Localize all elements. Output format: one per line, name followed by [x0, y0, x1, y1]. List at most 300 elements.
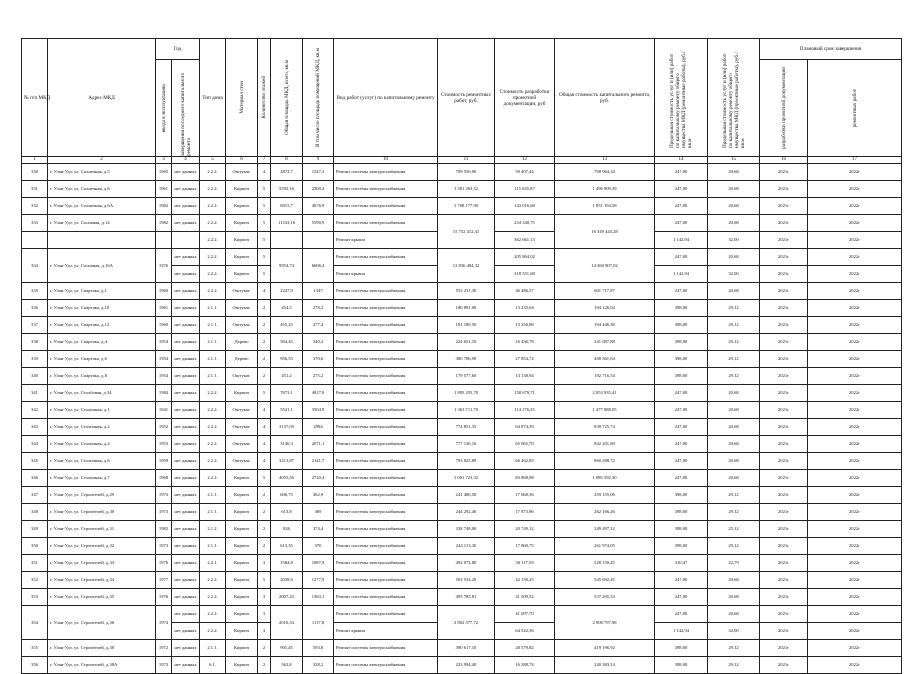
floors-cell: 4	[258, 283, 271, 300]
work-type-cell: Ремонт системы электроснабжения	[334, 453, 438, 470]
cost-design-cell: 66 462,83	[495, 453, 555, 470]
header-cost-work: Стоимость ремонтных работ, руб.	[438, 39, 495, 157]
area-living-cell: 278,2	[303, 300, 334, 317]
row-number: 341	[22, 385, 48, 402]
table-row	[22, 589, 902, 606]
col-number: 10	[334, 157, 438, 164]
house-type-cell: 2.1.1.	[200, 368, 226, 385]
area-total-cell: 3146,3	[271, 436, 303, 453]
term-design-cell: 2021г	[760, 198, 808, 215]
table-row	[22, 640, 902, 657]
year-built-cell: 1973	[156, 657, 172, 674]
row-number: 332	[22, 198, 48, 215]
floors-cell: 2	[258, 504, 271, 521]
wall-material-cell: Кирпич	[226, 232, 258, 249]
cost-total-cell: 1 496 909,39	[555, 181, 655, 198]
term-work-cell: 2022г	[808, 215, 902, 232]
term-work-cell: 2022г	[808, 266, 902, 283]
term-design-cell: 2021г	[760, 453, 808, 470]
limit-design-cell: 20,68	[708, 419, 760, 436]
area-total-cell: 2038,6	[271, 572, 303, 589]
table-row	[22, 351, 902, 368]
year-repair-cell: нет данных	[172, 640, 200, 657]
year-built-cell: 1941	[156, 402, 172, 419]
cost-total-cell: 601 717,87	[555, 283, 655, 300]
cost-design-cell: 41 697,70	[495, 606, 555, 623]
year-repair-cell: нет данных	[172, 436, 200, 453]
wall-material-cell: Оштукат.	[226, 368, 258, 385]
floors-cell: 3	[258, 623, 271, 640]
work-type-cell: Ремонт системы электроснабжения	[334, 402, 438, 419]
header-year-repair: завершения последнего капитального ремонта	[172, 60, 200, 157]
floors-cell: 5	[258, 181, 271, 198]
area-living-cell	[303, 232, 334, 249]
year-repair-cell: нет данных	[172, 334, 200, 351]
limit-work-cell: 398,00	[655, 351, 708, 368]
table-row	[22, 283, 902, 300]
term-design-cell: 2021г	[760, 249, 808, 266]
year-built-cell: 1968	[156, 470, 172, 487]
house-type-cell: 2.1.2.	[200, 521, 226, 538]
table-row	[22, 453, 902, 470]
cost-total-cell: 537 295,33	[555, 589, 655, 606]
table-row	[22, 419, 902, 436]
cost-design-cell: 36 117,59	[495, 555, 555, 572]
limit-design-cell: 25,12	[708, 521, 760, 538]
floors-cell: 5	[258, 215, 271, 232]
wall-material-cell: Оштукат.	[226, 300, 258, 317]
wall-material-cell: Кирпич	[226, 249, 258, 266]
year-built-cell: 1973	[156, 504, 172, 521]
house-type-cell: 2.2.2.	[200, 249, 226, 266]
year-built-cell: 1974	[156, 606, 172, 640]
area-living-cell: 370	[303, 538, 334, 555]
year-repair-cell: нет данных	[172, 538, 200, 555]
area-living-cell: 1277,9	[303, 572, 334, 589]
house-type-cell: 2.2.2.	[200, 283, 226, 300]
col-number: 14	[655, 157, 708, 164]
year-built-cell: 1959	[156, 453, 172, 470]
term-work-cell: 2022г	[808, 623, 902, 640]
wall-material-cell: Оштукат.	[226, 164, 258, 181]
house-type-cell: 2.2.2.	[200, 215, 226, 232]
address-cell: г. Улан-Удэ, ул. Столбовая, д.34	[48, 385, 156, 402]
house-type-cell: 2.2.2.	[200, 164, 226, 181]
cost-work-cell: 774 851,35	[438, 419, 495, 436]
floors-cell: 4	[258, 436, 271, 453]
cost-total-cell: 194 446,38	[555, 317, 655, 334]
address-cell: г. Улан-Удэ, ул. Строителей, д.35	[48, 589, 156, 606]
address-cell: г. Улан-Удэ, ул. Строителей, д.38	[48, 640, 156, 657]
cost-total-cell: 545 692,45	[555, 572, 655, 589]
cost-design-cell: 17 860,75	[495, 538, 555, 555]
area-living-cell: 275,2	[303, 368, 334, 385]
limit-design-cell: 32,00	[708, 232, 760, 249]
cost-design-cell: 20 749,12	[495, 521, 555, 538]
cost-design-cell: 46 486,57	[495, 283, 555, 300]
year-built-cell: 1982	[156, 198, 172, 215]
area-living-cell: 1363,1	[303, 589, 334, 606]
address-cell: г. Улан-Удэ, ул. Столичная, д.2	[48, 419, 156, 436]
floors-cell: 3	[258, 606, 271, 623]
cost-design-cell: 42 158,25	[495, 572, 555, 589]
work-type-cell: Ремонт системы электроснабжения	[334, 521, 438, 538]
term-design-cell: 2021г	[760, 368, 808, 385]
col-number: 6	[226, 157, 258, 164]
area-living-cell: 2994	[303, 419, 334, 436]
wall-material-cell: Кирпич	[226, 538, 258, 555]
wall-material-cell: Дерево	[226, 334, 258, 351]
col-number: 2	[48, 157, 156, 164]
floors-cell: 4	[258, 164, 271, 181]
work-type-cell: Ремонт системы электроснабжения	[334, 640, 438, 657]
term-work-cell: 2022г	[808, 283, 902, 300]
area-total-cell: 2247,9	[271, 283, 303, 300]
header-cost-design: Стоимость разработки проектной документации, руб	[495, 39, 555, 157]
cost-design-cell: 158 679,71	[495, 385, 555, 402]
area-total-cell: 6915,7	[271, 198, 303, 215]
limit-design-cell: 20,68	[708, 436, 760, 453]
floors-cell: 5	[258, 385, 271, 402]
term-design-cell: 2021г	[760, 589, 808, 606]
cost-design-cell: 83 868,98	[495, 470, 555, 487]
house-type-cell: 2.1.1.	[200, 334, 226, 351]
area-total-cell: 2872,7	[271, 164, 303, 181]
area-living-cell: 6606,4	[303, 249, 334, 283]
limit-design-cell: 29,12	[708, 334, 760, 351]
term-work-cell: 2022г	[808, 657, 902, 674]
work-type-cell: Ремонт крыши	[334, 232, 438, 249]
area-living-cell: 2720,4	[303, 470, 334, 487]
area-living-cell: 2300,4	[303, 181, 334, 198]
row-number: 337	[22, 317, 48, 334]
wall-material-cell: Кирпич	[226, 589, 258, 606]
table-row	[22, 606, 902, 623]
limit-work-cell: 398,00	[655, 487, 708, 504]
limit-design-cell: 29,12	[708, 317, 760, 334]
work-type-cell: Ремонт системы электроснабжения	[334, 538, 438, 555]
table-row	[22, 300, 902, 317]
cost-design-cell: 13 256,88	[495, 317, 555, 334]
house-type-cell: 2.2.2.	[200, 572, 226, 589]
limit-design-cell: 20,68	[708, 402, 760, 419]
house-type-cell: 2.2.2.	[200, 181, 226, 198]
floors-cell: 2	[258, 538, 271, 555]
area-total-cell: 4055,56	[271, 470, 303, 487]
cost-work-cell: 224 651,10	[438, 334, 495, 351]
limit-design-cell: 20,68	[708, 181, 760, 198]
work-type-cell: Ремонт системы электроснабжения	[334, 164, 438, 181]
limit-work-cell: 247,00	[655, 606, 708, 623]
floors-cell: 4	[258, 453, 271, 470]
table-row	[22, 402, 902, 419]
cost-work-cell: 179 577,60	[438, 368, 495, 385]
table-body	[22, 164, 902, 674]
row-number: 354	[22, 606, 48, 640]
floors-cell: 4	[258, 419, 271, 436]
row-number: 342	[22, 402, 48, 419]
cost-work-cell: 390 617,10	[438, 640, 495, 657]
year-repair-cell: нет данных	[172, 453, 200, 470]
limit-design-cell: 20,68	[708, 572, 760, 589]
year-repair-cell: нет данных	[172, 572, 200, 589]
year-repair-cell: нет данных	[172, 317, 200, 334]
cost-work-cell: 555 231,30	[438, 283, 495, 300]
year-repair-cell: нет данных	[172, 555, 200, 572]
limit-design-cell: 20,68	[708, 198, 760, 215]
term-design-cell: 2021г	[760, 351, 808, 368]
area-living-cell: 1117,8	[303, 606, 334, 640]
term-work-cell: 2022г	[808, 402, 902, 419]
house-type-cell: 2.1.1.	[200, 300, 226, 317]
year-built-cell: 1977	[156, 572, 172, 589]
area-total-cell: 1584,8	[271, 555, 303, 572]
address-cell	[48, 232, 156, 249]
limit-design-cell: 29,12	[708, 504, 760, 521]
year-repair-cell: нет данных	[172, 385, 200, 402]
row-number: 340	[22, 368, 48, 385]
floors-cell: 5	[258, 470, 271, 487]
house-type-cell: 2.2.1.	[200, 555, 226, 572]
year-built-cell: 1976	[156, 249, 172, 283]
wall-material-cell: Оштукат.	[226, 402, 258, 419]
limit-design-cell: 29,12	[708, 538, 760, 555]
wall-material-cell: Оштукат.	[226, 436, 258, 453]
cost-work-cell: 380 706,90	[438, 351, 495, 368]
house-type-cell: 2.2.2.	[200, 402, 226, 419]
year-repair-cell: нет данных	[172, 623, 200, 640]
cost-work-cell: 492 072,80	[438, 555, 495, 572]
term-work-cell: 2022г	[808, 453, 902, 470]
work-type-cell: Ремонт системы электроснабжения	[334, 470, 438, 487]
header-area-total: Общая площадь МКД, всего, кв.м	[271, 39, 303, 157]
term-design-cell: 2021г	[760, 334, 808, 351]
header-term-group: Плановый срок завершения	[760, 39, 902, 60]
table-row	[22, 164, 902, 181]
term-work-cell: 2022г	[808, 181, 902, 198]
term-work-cell: 2022г	[808, 538, 902, 555]
cost-design-cell: 143 016,68	[495, 198, 555, 215]
term-work-cell: 2022г	[808, 589, 902, 606]
cost-design-cell: 64 522,56	[495, 623, 555, 640]
limit-work-cell: 398,00	[655, 504, 708, 521]
table-row	[22, 538, 902, 555]
address-cell: г. Улан-Удэ, ул. Строителей, д.32	[48, 538, 156, 555]
col-number: 16	[760, 157, 808, 164]
header-material: Материал стен	[226, 39, 258, 157]
limit-work-cell: 1 142,94	[655, 623, 708, 640]
cost-design-cell: 205 864,02	[495, 249, 555, 266]
table-row	[22, 385, 902, 402]
limit-design-cell: 20,68	[708, 606, 760, 623]
limit-design-cell: 20,68	[708, 215, 760, 232]
term-work-cell: 2022г	[808, 334, 902, 351]
term-design-cell: 2021г	[760, 181, 808, 198]
address-cell: г. Улан-Удэ, ул. Столичная, д.4	[48, 436, 156, 453]
cost-work-cell: 503 534,20	[438, 572, 495, 589]
cost-work-cell: 793 825,89	[438, 453, 495, 470]
limit-design-cell: 20,68	[708, 589, 760, 606]
row-number: 347	[22, 487, 48, 504]
work-type-cell: Ремонт системы электроснабжения	[334, 334, 438, 351]
wall-material-cell: Кирпич	[226, 198, 258, 215]
year-repair-cell: нет данных	[172, 300, 200, 317]
floors-cell: 5	[258, 232, 271, 249]
area-total-cell: 613,8	[271, 504, 303, 521]
limit-design-cell: 20,68	[708, 249, 760, 266]
term-design-cell: 2021г	[760, 385, 808, 402]
address-cell: г. Улан-Удэ, ул. Спартака, д.1	[48, 283, 156, 300]
area-total-cell: 455,25	[271, 317, 303, 334]
house-type-cell: 2.2.2.	[200, 232, 226, 249]
cost-work-cell: 1 001 723,32	[438, 470, 495, 487]
house-type-cell: 2.2.2.	[200, 623, 226, 640]
year-built-cell: 1982	[156, 521, 172, 538]
year-built-cell: 1972	[156, 640, 172, 657]
cost-total-cell: 2 053 935,41	[555, 385, 655, 402]
area-living-cell: 2071,1	[303, 436, 334, 453]
limit-design-cell: 32,00	[708, 266, 760, 283]
col-number: 7	[258, 157, 271, 164]
row-number: 353	[22, 589, 48, 606]
cost-design-cell: 362 661,13	[495, 232, 555, 249]
col-number: 17	[808, 157, 902, 164]
row-number: 343	[22, 419, 48, 436]
cost-total-cell: 349 497,12	[555, 521, 655, 538]
area-total-cell: 454,5	[271, 300, 303, 317]
cost-design-cell: 13 138,94	[495, 368, 555, 385]
cost-work-cell: 777 136,10	[438, 436, 495, 453]
address-cell: г. Улан-Удэ, ул. Строителей, д.30	[48, 504, 156, 521]
row-number: 339	[22, 351, 48, 368]
term-design-cell: 2021г	[760, 487, 808, 504]
floors-cell: 2	[258, 368, 271, 385]
limit-work-cell: 398,00	[655, 521, 708, 538]
table-row	[22, 249, 902, 266]
cost-total-cell: 14 360 907,02	[555, 249, 655, 283]
row-number: 350	[22, 538, 48, 555]
header-address: Адрес МКД	[48, 39, 156, 157]
cost-work-cell: 180 891,00	[438, 300, 495, 317]
cost-design-cell: 59 407,44	[495, 164, 555, 181]
cost-design-cell: 27 854,74	[495, 351, 555, 368]
cost-total-cell: 1 851 194,58	[555, 198, 655, 215]
address-cell: г. Улан-Удэ, ул. Солнечная, д.6А	[48, 198, 156, 215]
area-total-cell: 606,75	[271, 487, 303, 504]
limit-design-cell: 20,68	[708, 470, 760, 487]
cost-work-cell: 241 486,50	[438, 487, 495, 504]
cost-work-cell: 244 292,40	[438, 504, 495, 521]
area-living-cell: 593,8	[303, 640, 334, 657]
area-total-cell: 956,55	[271, 351, 303, 368]
term-design-cell: 2021г	[760, 402, 808, 419]
area-living-cell: 340,2	[303, 334, 334, 351]
cost-total-cell: 192 716,54	[555, 368, 655, 385]
term-work-cell: 2022г	[808, 249, 902, 266]
term-work-cell: 2022г	[808, 317, 902, 334]
term-work-cell: 2022г	[808, 555, 902, 572]
cost-total-cell: 16 349 443,28	[555, 215, 655, 249]
area-living-cell: 1087,9	[303, 555, 334, 572]
year-built-cell: 1954	[156, 334, 172, 351]
repair-plan-table-sheet	[21, 38, 901, 674]
row-number: 352	[22, 572, 48, 589]
address-cell: г. Улан-Удэ, ул. Строителей, д.34	[48, 572, 156, 589]
year-repair-cell: нет данных	[172, 181, 200, 198]
area-living-cell: 362,9	[303, 487, 334, 504]
wall-material-cell: Кирпич	[226, 385, 258, 402]
header-term-work: ремонтных работ	[808, 60, 902, 157]
year-repair-cell: нет данных	[172, 589, 200, 606]
term-design-cell: 2021г	[760, 555, 808, 572]
term-design-cell: 2021г	[760, 232, 808, 249]
house-type-cell: 2.1.1.	[200, 487, 226, 504]
address-cell: г. Улан-Удэ, ул. Строителей, д.38А	[48, 657, 156, 674]
floors-cell: 2	[258, 657, 271, 674]
row-number: 333	[22, 215, 48, 232]
area-living-cell: 374,4	[303, 521, 334, 538]
term-work-cell: 2022г	[808, 487, 902, 504]
term-work-cell: 2022г	[808, 164, 902, 181]
year-built-cell: 1954	[156, 368, 172, 385]
table-row	[22, 436, 902, 453]
limit-design-cell: 32,00	[708, 623, 760, 640]
limit-work-cell: 247,00	[655, 453, 708, 470]
area-total-cell	[271, 232, 303, 249]
house-type-cell: 2.1.1.	[200, 640, 226, 657]
term-work-cell: 2022г	[808, 232, 902, 249]
area-total-cell: 826	[271, 521, 303, 538]
year-repair-cell: нет данных	[172, 215, 200, 232]
house-type-cell: 2.2.2.	[200, 606, 226, 623]
cost-design-cell: 17 668,56	[495, 487, 555, 504]
limit-work-cell: 247,00	[655, 419, 708, 436]
year-repair-cell: нет данных	[172, 657, 200, 674]
address-cell: г. Улан-Удэ, ул. Сосновая, д.14	[48, 215, 156, 232]
year-built-cell: 1961	[156, 300, 172, 317]
term-design-cell: 2021г	[760, 436, 808, 453]
cost-work-cell: 13 836 494,32	[438, 249, 495, 283]
work-type-cell: Ремонт системы электроснабжения	[334, 572, 438, 589]
row-number: 334	[22, 249, 48, 283]
header-limit-design: Предельная стоимость услуг и (или) работ по капитальному ремонту общего имущества МКД (проектные работы), руб./кв.м	[708, 39, 760, 157]
header-floors: Количество этажей	[258, 39, 271, 157]
year-repair-cell: нет данных	[172, 521, 200, 538]
col-number: 8	[271, 157, 303, 164]
col-number: 15	[708, 157, 760, 164]
work-type-cell: Ремонт системы электроснабжения	[334, 436, 438, 453]
cost-total-cell: 241 087,88	[555, 334, 655, 351]
work-type-cell: Ремонт крыши	[334, 266, 438, 283]
cost-design-cell: 318 551,68	[495, 266, 555, 283]
term-work-cell: 2022г	[808, 572, 902, 589]
wall-material-cell: Кирпич	[226, 623, 258, 640]
year-built-cell: 1961	[156, 181, 172, 198]
cost-total-cell: 261 974,05	[555, 538, 655, 555]
wall-material-cell: Кирпич	[226, 504, 258, 521]
area-total-cell: 5521,1	[271, 402, 303, 419]
limit-work-cell: 247,00	[655, 402, 708, 419]
cost-total-cell: 194 126,04	[555, 300, 655, 317]
year-repair-cell: нет данных	[172, 487, 200, 504]
cost-work-cell: 244 113,30	[438, 538, 495, 555]
area-living-cell: 370,6	[303, 351, 334, 368]
address-cell: г. Улан-Удэ, ул. Столичная, д.6	[48, 453, 156, 470]
row-number: 331	[22, 181, 48, 198]
cost-total-cell: 842 201,80	[555, 436, 655, 453]
col-number: 1	[22, 157, 48, 164]
table-row	[22, 657, 902, 674]
